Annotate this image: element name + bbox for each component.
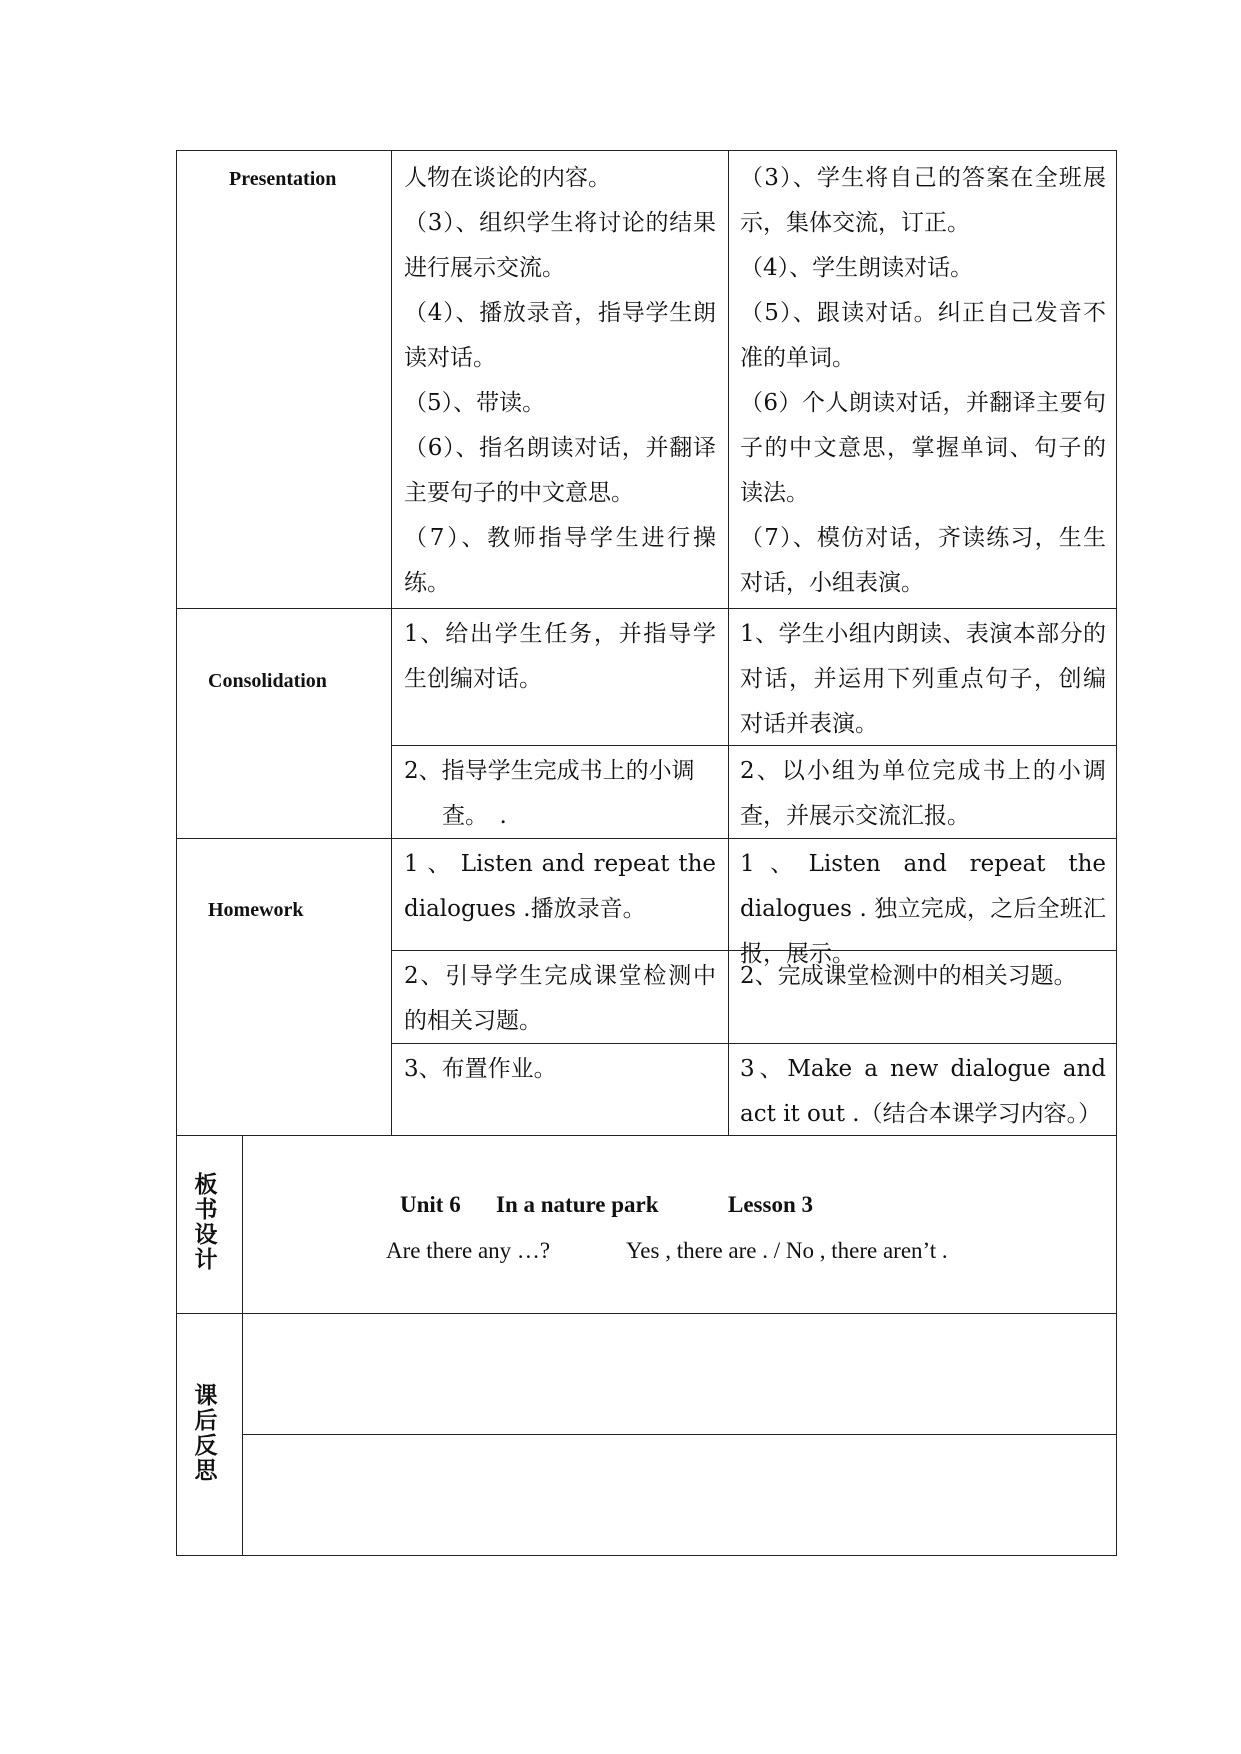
presentation-label: Presentation bbox=[229, 168, 337, 190]
presentation-student-line: （3）、学生将自己的答案在全班展示，集体交流，订正。 bbox=[740, 165, 1106, 236]
column-divider-1 bbox=[391, 150, 392, 1135]
board-unit: Unit 6 bbox=[400, 1192, 461, 1217]
board-design-label-char: 计 bbox=[194, 1246, 218, 1273]
reflection-label-char: 后 bbox=[194, 1407, 218, 1434]
reflection-label-char: 课 bbox=[194, 1382, 218, 1409]
homework-teacher-task-2: 2、引导学生完成课堂检测中的相关习题。 bbox=[404, 963, 716, 1034]
board-answer: Yes , there are . / No , there aren’t . bbox=[626, 1238, 948, 1263]
presentation-student-line: （5）、跟读对话。纠正自己发音不准的单词。 bbox=[740, 300, 1106, 371]
board-lesson: Lesson 3 bbox=[728, 1192, 813, 1217]
presentation-teacher-line: （7）、教师指导学生进行操练。 bbox=[404, 525, 716, 596]
consolidation-teacher-task-2a: 2、指导学生完成书上的小调 bbox=[404, 758, 695, 784]
table-border-right bbox=[1116, 150, 1117, 1555]
presentation-student-line: （6）个人朗读对话，并翻译主要句子的中文意思，掌握单词、句子的读法。 bbox=[740, 390, 1106, 506]
homework-student-task-1: 1、Listen and repeat the dialogues . 独立完成，之后全班汇报，展示。 bbox=[740, 851, 1106, 967]
table-border-top bbox=[176, 150, 1117, 151]
homework-teacher-task-1: 1 、 Listen and repeat the dialogues .播放录音。 bbox=[404, 851, 716, 922]
presentation-student-line: （4）、学生朗读对话。 bbox=[740, 255, 974, 281]
board-design-label bbox=[191, 1172, 221, 1272]
board-design-label-char: 设 bbox=[194, 1221, 218, 1248]
presentation-teacher-cell bbox=[404, 156, 716, 606]
presentation-teacher-line: （6）、指名朗读对话，并翻译主要句子的中文意思。 bbox=[404, 435, 716, 506]
presentation-teacher-line: 人物在谈论的内容。 bbox=[404, 165, 611, 191]
reflection-label bbox=[191, 1383, 221, 1483]
consolidation-student-task-2: 2、以小组为单位完成书上的小调查，并展示交流汇报。 bbox=[740, 758, 1106, 829]
presentation-teacher-line: （4）、播放录音，指导学生朗读对话。 bbox=[404, 300, 716, 371]
consolidation-teacher-task-2b: 查。 . bbox=[442, 803, 507, 829]
presentation-teacher-line: （5）、带读。 bbox=[404, 390, 546, 416]
column-divider-2 bbox=[728, 150, 729, 1135]
homework-label: Homework bbox=[208, 899, 304, 921]
consolidation-teacher-task-1: 1、给出学生任务，并指导学生创编对话。 bbox=[404, 621, 716, 692]
row-divider-presentation bbox=[176, 608, 1117, 609]
table-border-left bbox=[176, 150, 177, 1555]
board-design-label-char: 板 bbox=[194, 1171, 218, 1198]
reflection-label-char: 反 bbox=[194, 1432, 218, 1459]
presentation-teacher-line: （3）、组织学生将讨论的结果进行展示交流。 bbox=[404, 210, 716, 281]
table-border-bottom bbox=[176, 1555, 1117, 1556]
board-design-label-char: 书 bbox=[194, 1196, 218, 1223]
reflection-label-char: 思 bbox=[194, 1457, 218, 1484]
homework-teacher-task-3: 3、布置作业。 bbox=[404, 1056, 557, 1082]
board-question: Are there any …? bbox=[386, 1238, 551, 1263]
homework-student-task-3: 3、Make a new dialogue and act it out .（结合本课学习内容。） bbox=[740, 1056, 1106, 1127]
presentation-student-line: （7）、模仿对话，齐读练习，生生对话，小组表演。 bbox=[740, 525, 1106, 596]
row-divider-board bbox=[176, 1313, 1117, 1314]
homework-student-task-2: 2、完成课堂检测中的相关习题。 bbox=[740, 963, 1077, 989]
board-topic: In a nature park bbox=[496, 1192, 659, 1217]
presentation-student-cell bbox=[740, 156, 1106, 606]
consolidation-student-task-1: 1、学生小组内朗读、表演本部分的对话，并运用下列重点句子，创编对话并表演。 bbox=[740, 621, 1106, 737]
row-divider-reflection-inner bbox=[242, 1434, 1117, 1435]
column-divider-label bbox=[242, 1135, 243, 1555]
consolidation-label: Consolidation bbox=[208, 670, 327, 692]
